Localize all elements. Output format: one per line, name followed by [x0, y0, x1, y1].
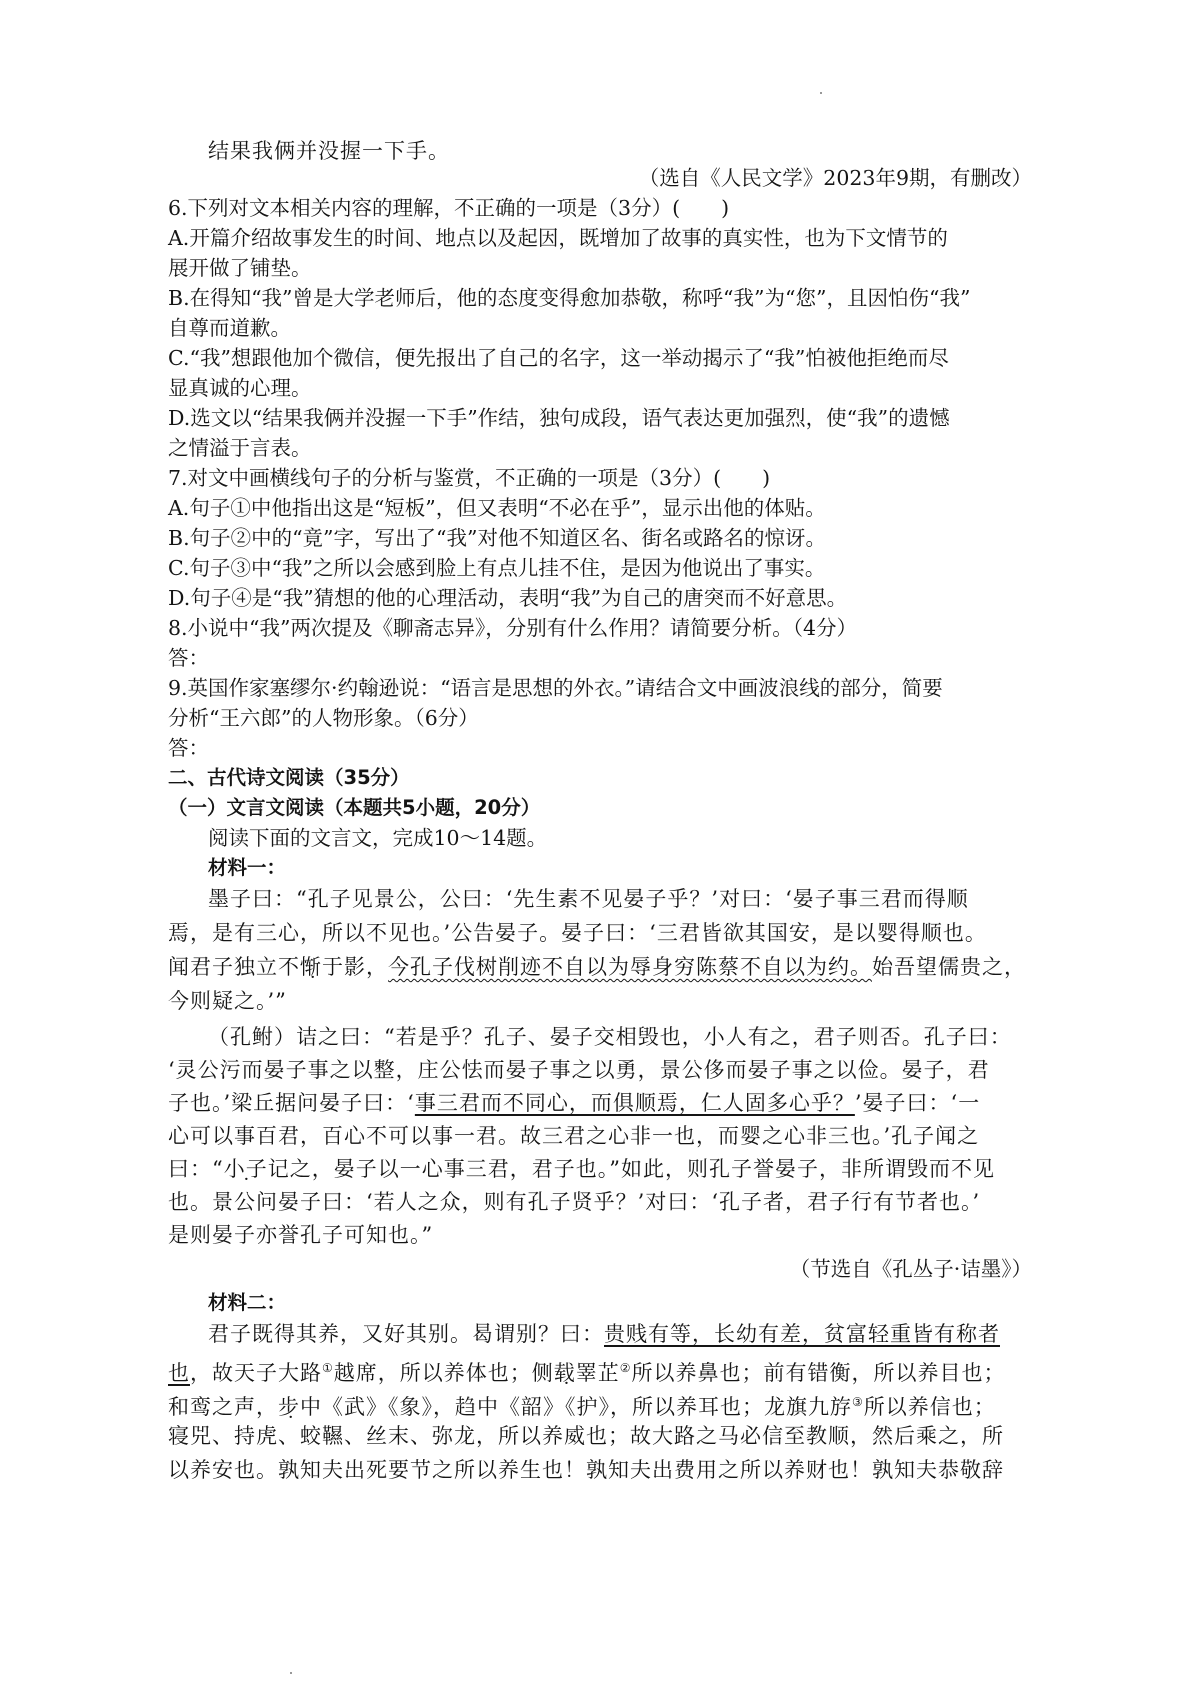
- m1-line: [168, 1154, 995, 1184]
- m1-line: [168, 1088, 980, 1118]
- q7-option-a: A.句子①中他指出这是“短板”，但又表明“不必在乎”，显示出他的体贴。: [168, 496, 826, 520]
- m2-underlined-sentence: 贵贱有等，长幼有差，贫富轻重皆有称者: [604, 1322, 1000, 1346]
- reading-instruction: 阅读下面的文言文，完成10～14题。: [208, 826, 548, 850]
- m1-line: 心可以事百君，百心不可以事一君。故三君之心非一也，而婴之心非三也。’孔子闻之: [168, 1124, 980, 1148]
- q7-option-c: C.句子③中“我”之所以会感到脸上有点儿挂不住，是因为他说出了事实。: [168, 556, 826, 580]
- q6-option-c-cont: 显真诚的心理。: [168, 376, 312, 400]
- m2-text: 越席，所以养体也；侧: [333, 1361, 554, 1385]
- m2-underlined-sentence-end: 也: [168, 1361, 190, 1385]
- scan-speck: [290, 1672, 292, 1674]
- m1-line: （孔鲋）诘之曰：“若是乎？孔子、晏子交相毁也，小人有之，君子则否。孔子曰：: [208, 1025, 1012, 1049]
- q9-stem-cont: 分析“王六郎”的人物形象。（6分）: [168, 706, 479, 730]
- footnote-marker-2: ②: [619, 1361, 632, 1375]
- m2-line: 以养安也。孰知夫出死要节之所以养生也！孰知夫出费用之所以养财也！孰知夫恭敬辞: [168, 1458, 1004, 1482]
- m1-line: 是则晏子亦誉孔子可知也。”: [168, 1223, 434, 1247]
- m1-dotted-char: 惭: [300, 955, 322, 979]
- q9-answer-label: 答：: [168, 736, 209, 760]
- q6-stem: 6.下列对文本相关内容的理解，不正确的一项是（3分）( ): [168, 196, 730, 220]
- m2-line: [168, 1353, 1006, 1383]
- m1-line: 焉，是有三心，所以不见也。’公告晏子。晏子曰：‘三君皆欲其国安，是以婴得顺也。: [168, 921, 987, 945]
- m1-line: ‘灵公污而晏子事之以整，庄公怯而晏子事之以勇，景公侈而晏子事之以俭。晏子，君: [168, 1058, 990, 1082]
- q6-option-b: B.在得知“我”曾是大学老师后，他的态度变得愈加恭敬，称呼“我”为“您”，且因怕伤“我”: [168, 286, 971, 310]
- material-2-title: 材料二：: [208, 1291, 287, 1314]
- footnote-marker-3: ③: [852, 1395, 864, 1409]
- m2-text: 所以养信也；: [863, 1395, 996, 1419]
- m1-text: 始吾望儒贵之，: [872, 955, 1026, 979]
- m1-underlined-sentence: 事三君而不同心，而俱顺焉，仁人固多心乎？: [414, 1091, 855, 1115]
- m2-text: 中《武》《象》，趋中《韶》《护》，所以养耳也；龙旗九斿: [300, 1395, 852, 1419]
- m1-text: 子也。’梁丘据问晏子曰：‘: [168, 1091, 415, 1115]
- m1-text: 闻君子独立不: [168, 955, 300, 979]
- m1-wavy-underlined-sentence: 今孔子伐树削迹不自以为辱身穷陈蔡不自以为约。: [388, 955, 872, 979]
- m1-text: 于影，: [322, 955, 388, 979]
- q7-stem: 7.对文中画横线句子的分析与鉴赏，不正确的一项是（3分）( ): [168, 466, 771, 490]
- m2-text: 睪芷: [575, 1361, 620, 1385]
- m2-line: 寝兕、持虎、蛟韅、丝末、弥龙，所以养威也；故大路之马必信至教顺，然后乘之，所: [168, 1424, 1004, 1448]
- q6-option-d-cont: 之情溢于言表。: [168, 436, 312, 460]
- material-1-source: （节选自《孔丛子·诘墨》）: [789, 1257, 1032, 1281]
- m2-text: 和鸾之声，: [168, 1395, 278, 1419]
- q6-option-a-cont: 展开做了铺垫。: [168, 256, 312, 280]
- m1-text: 曰：“: [168, 1157, 224, 1181]
- m2-dotted-char: 步: [278, 1395, 300, 1419]
- section-title: 二、古代诗文阅读（35分）: [168, 766, 410, 789]
- m1-line: [168, 952, 1026, 982]
- q6-option-b-cont: 自尊而道歉。: [168, 316, 291, 340]
- q8-answer-label: 答：: [168, 646, 209, 670]
- q6-option-d: D.选文以“结果我俩并没握一下手”作结，独句成段，语气表达更加强烈，使“我”的遗憾: [168, 406, 950, 430]
- m1-line: 也。景公问晏子曰：‘若人之众，则有孔子贤乎？’对曰：‘孔子者，君子行有节者也。’: [168, 1190, 981, 1214]
- footnote-marker-1: ①: [322, 1361, 334, 1375]
- m2-text: 所以养鼻也；前有错衡，所以养目也；: [631, 1361, 1006, 1385]
- q9-stem: 9.英国作家塞缪尔·约翰逊说：“语言是思想的外衣。”请结合文中画波浪线的部分，简要: [168, 676, 943, 700]
- q6-option-a: A.开篇介绍故事发生的时间、地点以及起因，既增加了故事的真实性，也为下文情节的: [168, 226, 948, 250]
- m2-dotted-char: 载: [553, 1361, 576, 1385]
- m1-text: ’晏子曰：‘一: [854, 1091, 981, 1115]
- q7-option-d: D.句子④是“我”猜想的他的心理活动，表明“我”为自己的唐突而不好意思。: [168, 586, 848, 610]
- m2-text: ，故天子大路: [190, 1361, 322, 1385]
- q8-stem: 8.小说中“我”两次提及《聊斋志异》，分别有什么作用？请简要分析。（4分）: [168, 616, 858, 640]
- m1-text: 记之，晏子以一心事三君，君子也。”如此，则孔子誉晏子，非所谓毁而不见: [267, 1157, 995, 1181]
- m2-line: [168, 1387, 996, 1417]
- q6-option-c: C.“我”想跟他加个微信，便先报出了自己的名字，这一举动揭示了“我”怕被他拒绝而尽: [168, 346, 949, 370]
- m1-line: 墨子曰：“孔子见景公，公曰：‘先生素不见晏子乎？’对曰：‘晏子事三君而得顺: [208, 887, 969, 911]
- subsection-title: （一）文言文阅读（本题共5小题，20分）: [168, 796, 541, 819]
- source-note: （选自《人民文学》2023年9期，有删改）: [638, 166, 1032, 190]
- scan-speck: [820, 92, 822, 94]
- material-1-title: 材料一：: [208, 856, 287, 879]
- q7-option-b: B.句子②中的“竟”字，写出了“我”对他不知道区名、街名或路名的惊讶。: [168, 526, 827, 550]
- m2-text: 君子既得其养，又好其别。曷谓别？曰：: [208, 1322, 604, 1346]
- story-ending-line: 结果我俩并没握一下手。: [208, 139, 450, 163]
- m1-dotted-word: 小子: [223, 1157, 268, 1181]
- m1-line: 今则疑之。’”: [168, 989, 287, 1013]
- m2-line: [208, 1319, 1000, 1349]
